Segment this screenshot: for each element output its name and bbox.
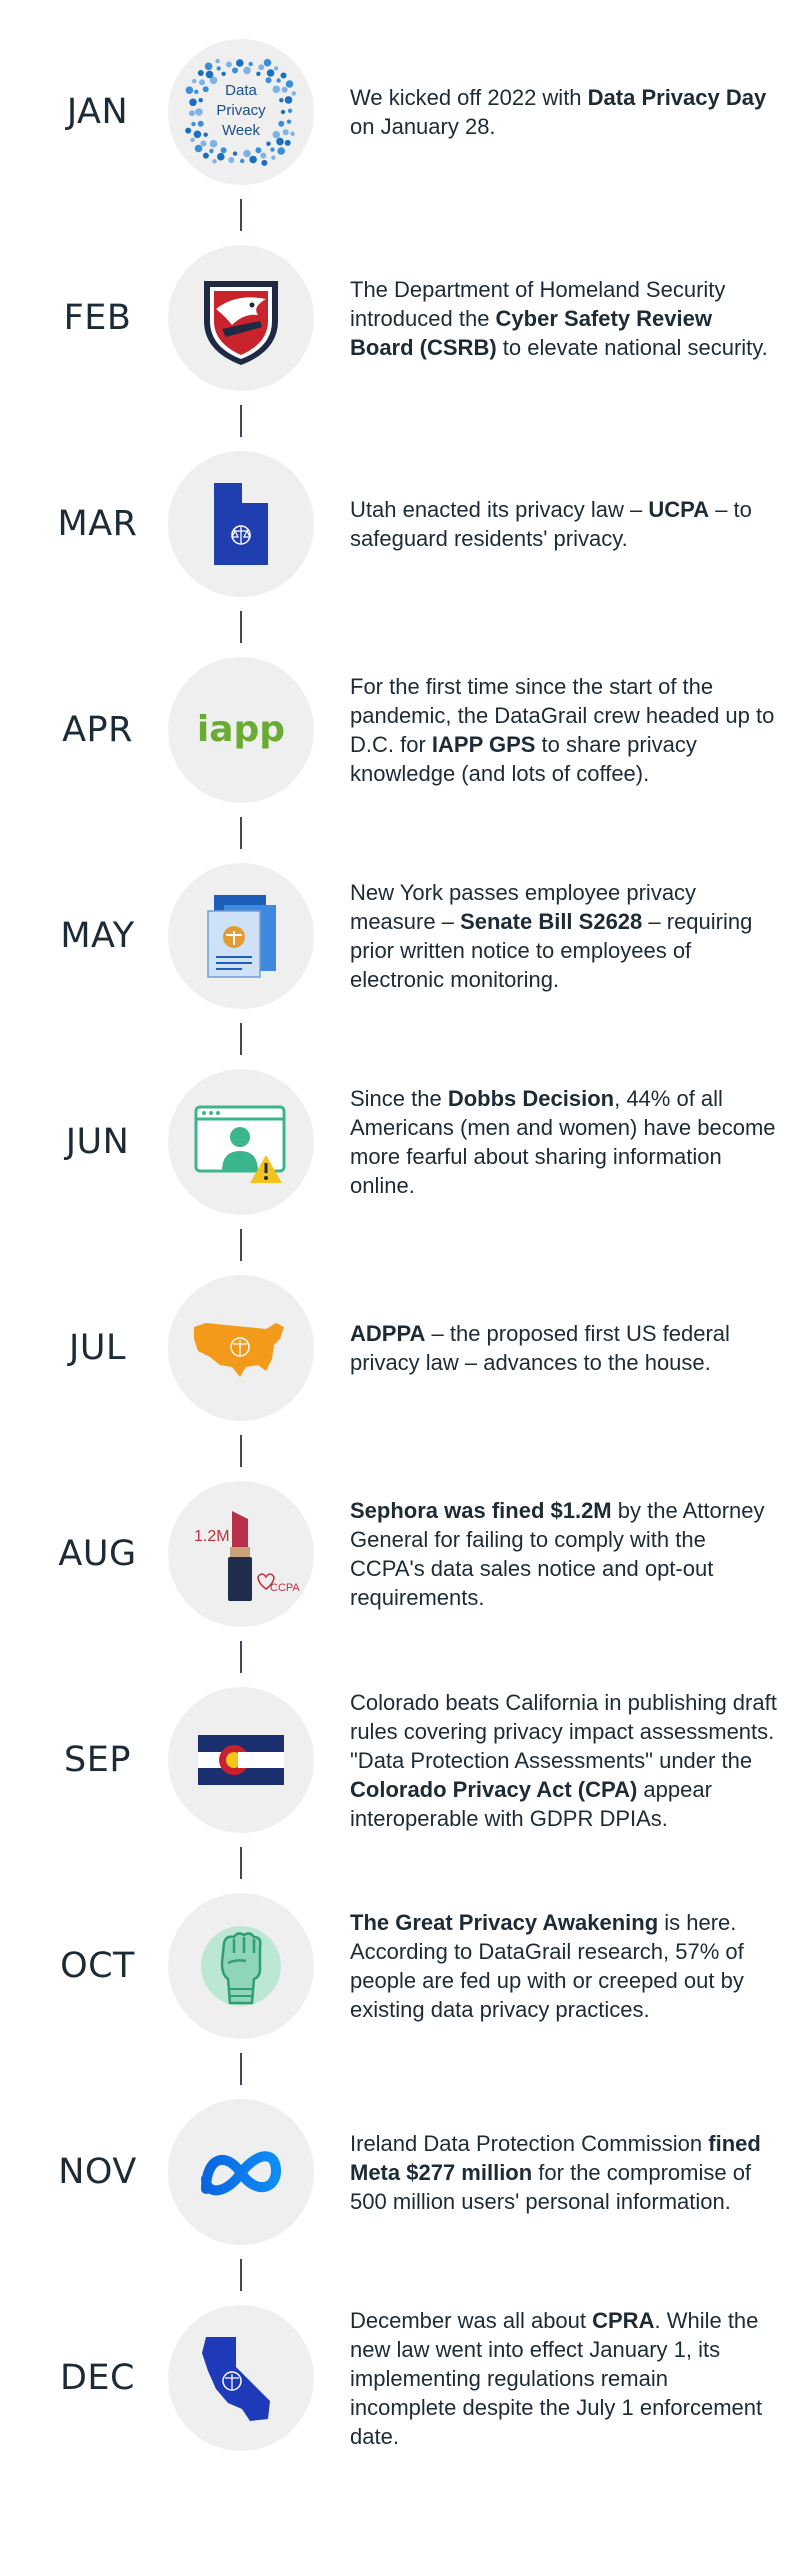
body-text: We kicked off 2022 with [350, 85, 588, 110]
svg-text:iapp: iapp [196, 709, 286, 750]
iapp-logo [168, 657, 314, 803]
svg-text:Privacy: Privacy [216, 102, 266, 119]
month-label: FEB [63, 298, 132, 338]
colorado-flag-icon [168, 1687, 314, 1833]
documents-icon [168, 863, 314, 1009]
data-privacy-week-logo [168, 39, 314, 185]
event-description [350, 1481, 780, 1627]
event-description [350, 1275, 780, 1421]
timeline-connector [240, 1641, 242, 1673]
event-description [350, 863, 780, 1009]
lipstick-icon [168, 1481, 314, 1627]
event-description [350, 657, 780, 803]
utah-map-icon [168, 451, 314, 597]
usa-map-icon [168, 1275, 314, 1421]
month-label: NOV [58, 2152, 137, 2192]
event-description [350, 1893, 780, 2039]
event-description [350, 1687, 780, 1833]
raised-fist-icon [168, 1893, 314, 2039]
timeline-connector [240, 1229, 242, 1261]
timeline-connector [240, 2053, 242, 2085]
body-text: Ireland Data Protection Commission [350, 2130, 709, 2156]
event-description [350, 2099, 780, 2245]
body-text: to elevate national security. [496, 334, 768, 360]
event-description [350, 2305, 780, 2451]
body-text: – to safeguard residents' privacy. [350, 497, 752, 551]
body-text: on January 28. [350, 114, 496, 139]
highlight-text: UCPA [648, 497, 710, 522]
timeline-entry-jun [0, 1069, 808, 1215]
event-description [350, 451, 780, 597]
highlight-text: ADPPA [350, 1321, 426, 1346]
timeline-connector [240, 199, 242, 231]
timeline-entry-jan [0, 39, 808, 185]
body-text: Colorado beats California in publishing draft rules covering privacy impact assessments. "Data Protection Assessments" under the [350, 1689, 777, 1773]
timeline-connector [240, 2259, 242, 2291]
highlight-text: fined Meta $277 million [350, 2130, 761, 2185]
highlight-text: Senate Bill S2628 [460, 909, 643, 934]
highlight-text: Dobbs Decision [447, 1086, 615, 1111]
body-text: For the first time since the start of the pandemic, the DataGrail crew headed up to D.C. for [350, 674, 775, 757]
svg-text:Data: Data [225, 82, 257, 99]
body-text: Since the [350, 1086, 448, 1111]
body-text: appear interoperable with GDPR DPIAs. [350, 1776, 712, 1831]
month-label: JUL [69, 1328, 126, 1368]
timeline-connector [240, 611, 242, 643]
highlight-text: The Great Privacy Awakening [350, 1910, 659, 1935]
body-text: December was all about [350, 2307, 593, 2333]
timeline-entry-apr [0, 657, 808, 803]
svg-text:Week: Week [221, 122, 261, 139]
month-label: JUN [65, 1122, 130, 1162]
month-label: DEC [59, 2358, 135, 2398]
timeline-entry-feb [0, 245, 808, 391]
timeline-entry-jul [0, 1275, 808, 1421]
svg-text:1.2M: 1.2M [194, 1528, 230, 1545]
highlight-text: Sephora was fined $1.2M [350, 1498, 612, 1523]
meta-logo [168, 2099, 314, 2245]
month-label: SEP [64, 1740, 131, 1780]
timeline-entry-dec [0, 2305, 808, 2451]
body-text: Utah enacted its privacy law – [350, 497, 649, 522]
timeline-connector [240, 405, 242, 437]
event-description [350, 245, 780, 391]
month-label: MAR [57, 504, 138, 544]
timeline-connector [240, 1847, 242, 1879]
body-text: – requiring prior written notice to employees of electronic monitoring. [350, 909, 753, 992]
timeline-entry-sep [0, 1687, 808, 1833]
timeline-connector [240, 817, 242, 849]
california-map-icon [168, 2305, 314, 2451]
highlight-text: IAPP GPS [431, 732, 536, 757]
timeline-entry-nov [0, 2099, 808, 2245]
timeline-entry-oct [0, 1893, 808, 2039]
timeline-connector [240, 1435, 242, 1467]
body-text: for the compromise of 500 million users' personal information. [350, 2159, 752, 2214]
body-text: . While the new law went into effect January 1, its implementing regulations remain incomplete despite the July 1 enforcement date. [350, 2307, 763, 2449]
body-text: is here. According to DataGrail research, 57% of people are fed up with or creeped out by existing data privacy practices. [350, 1910, 744, 2022]
month-label: AUG [58, 1534, 137, 1574]
body-text: The Department of Homeland Security introduced the [350, 276, 726, 331]
highlight-text: CPRA [592, 2307, 655, 2333]
month-label: MAY [60, 916, 135, 956]
user-warning-icon [168, 1069, 314, 1215]
highlight-text: Colorado Privacy Act (CPA) [350, 1776, 638, 1802]
body-text: New York passes employee privacy measure – [350, 880, 697, 934]
timeline-connector [240, 1023, 242, 1055]
highlight-text: Data Privacy Day [587, 85, 767, 110]
body-text: , 44% of all Americans (men and women) have become more fearful about sharing information online. [350, 1086, 776, 1198]
month-label: APR [62, 710, 133, 750]
svg-text:CCPA: CCPA [270, 1582, 300, 1594]
timeline-entry-may [0, 863, 808, 1009]
highlight-text: Cyber Safety Review Board (CSRB) [350, 305, 712, 360]
event-description [350, 1069, 780, 1215]
body-text: by the Attorney General for failing to comply with the CCPA's data sales notice and opt-out requirements. [350, 1498, 765, 1610]
body-text: to share privacy knowledge (and lots of coffee). [350, 732, 697, 786]
timeline-entry-aug [0, 1481, 808, 1627]
timeline-entry-mar [0, 451, 808, 597]
month-label: OCT [60, 1946, 135, 1986]
body-text: – the proposed first US federal privacy law – advances to the house. [350, 1321, 730, 1375]
month-label: JAN [66, 92, 129, 132]
csrb-eagle-shield-icon [168, 245, 314, 391]
event-description [350, 39, 780, 185]
